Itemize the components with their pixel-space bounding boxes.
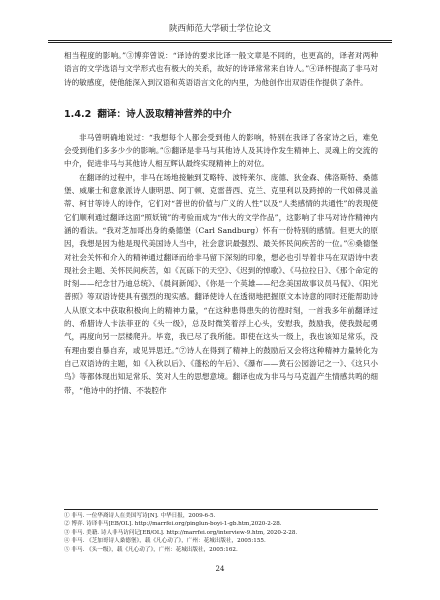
section-heading — [64, 108, 378, 122]
body-paragraph: 在翻译的过程中，非马在场地接触到艾略特、波特莱尔、庞德、狄金森、佛洛斯特、桑德堡、威廉士和意象派诗人康明思、阿丁顿、克雷普西、克兰、克里利以及跨掉的一代如佛灵盖蒂、柯甘等诗人的诗作，它们对“普世的价值与广义的人性”以及“人类感情的共通性”的表现使它们顺利通过翻译这面“照妖镜”的考验而成为“伟大的文学作品”，这影响了非马对诗作精神内涵的看法。“我对芝加哥出身的桑德堡（Carl Sandburg）怀有一份特别的感情。但更大的原因，我想是因为他是现代美国诗人当中，社会意识最强烈、最关怀民间疾苦的一位。”⑥桑德堡对社会关怀和介入的精神通过翻译而给非马留下深刻的印象，想必也引导着非马在双语诗中表现社会主题、关怀民间疾苦，如《瓦砾下的天空》、《迟到的悼歌》、《马拉拉日》、《那个命定的时刻——纪念甘乃迪总统》、《晨间新闻》、《你是一个英雄——纪念美国故事议员马侃》、《阳光普照》等双语诗使具有强烈的现实感。翻译使诗人在透彻地把握原文本诗意的同时还能帮助诗人从原文本中获取积极向上的精神力量，“在这种患得患失的彷徨时刻，一首我多年前翻译过的、希腊诗人卡法菲亚的《头一级》，总及时微笑着浮上心头，安慰我，鼓励我，使我鼓起勇气，再度向另一层楼爬升。毕竟，我已尽了我所能。即使在这头一级上，我也该知足常乐，没有理由要自暴自弃，或见异思迁。”⑦诗人在得到了精神上的鼓励后又会将这种精神力量转化为自己双语诗的主题，如《入秋以后》、《蓬松的午后》、《瀑布——黄石公园游记之一》、《这只小鸟》等都体现出知足常乐、笑对人生的思想意境。翻译也成为非马与马克温产生情感共鸣的细带，“他诗中的抒情、不装腔作 — [64, 172, 378, 395]
body-paragraph: 非马曾明确地说过：“我想每个人都会受到他人的影响，特别在我译了各家诗之后，难免会受到他们多多少少的影响。”⑤翻译是非马与其他诗人及其诗作发生精神上、灵魂上的交流的中介，促进非马与其他诗人相互辉认最终实现精神上的对位。 — [64, 132, 378, 169]
intro-paragraph: 相当程度的影响。”③博弈曾说：“译诗的要求比译一般文章是不同的，也更高的，译者对两种语言的文学选语与文学形式也有极大的关系，故好的诗译常常来自诗人。”④译杯提高了非马对诗的敏感度，使他能深入到汉语和英语语言文化的内里，为他创作出双语佳作提供了条件。 — [64, 51, 378, 87]
section-title: 翻译：诗人汲取精神营养的中介 — [97, 108, 232, 120]
header-title: 陕西师范大学硕士学位论文 — [168, 24, 271, 34]
header-rule — [48, 42, 392, 43]
page-number: 24 — [215, 565, 225, 573]
main-text — [64, 49, 378, 397]
footnote: ① 非马. 一位华裔诗人在美国写诗[N]. 中华日报，2009-6-5. — [64, 513, 216, 519]
footnote: ④ 非马. 《芝加哥诗人桑德堡》，载《凡心动了》，广州：花城出版社，2005:155. — [64, 538, 266, 545]
footnotes — [64, 509, 378, 554]
running-header — [48, 22, 392, 41]
section-number: 1.4.2 — [64, 108, 92, 120]
footnote: ⑤ 非马. 《头一级》，载《凡心动了》，广州：花城出版社，2005:162. — [64, 546, 238, 553]
footnote: ③ 非马. 美籍. 诗人非马访问记[EB/OL]. http://marrfei.org/interview-9.htm, 2020-2-28. — [64, 529, 298, 536]
footnote: ② 博弈. 诗译非马[EB/OL]. http://marrfei.org/pinglun-boyi-1-gb.htm,2020-2-28. — [64, 521, 282, 528]
